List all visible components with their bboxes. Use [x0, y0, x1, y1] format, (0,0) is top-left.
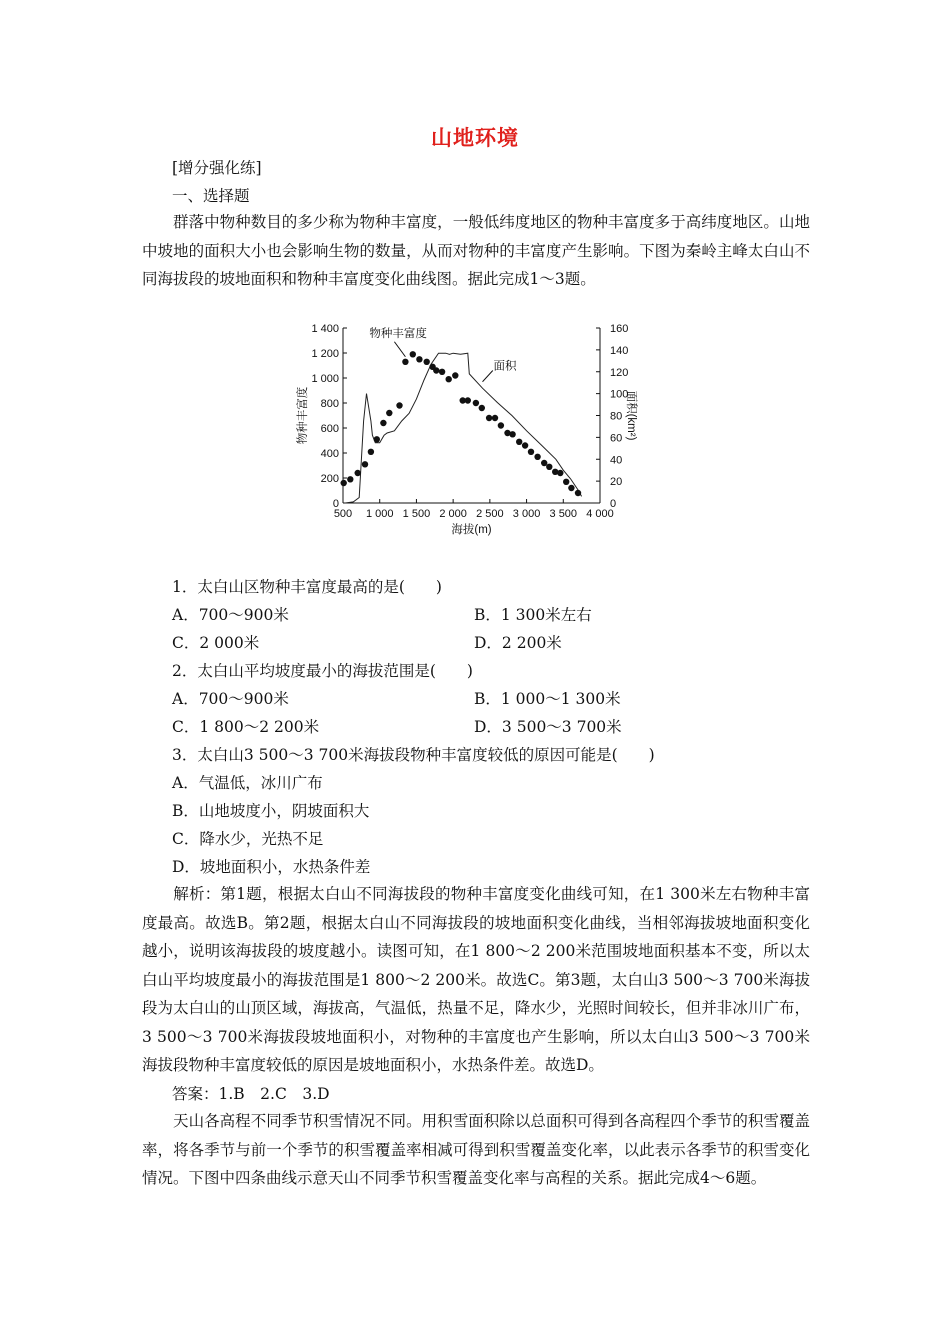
y-left-tick-label: 200 — [320, 473, 339, 485]
annotation-area: 面积 — [493, 360, 517, 373]
question-1-stem: 1．太白山区物种丰富度最高的是( ) — [172, 578, 442, 596]
y-right-axis-title: 面积(km²) — [625, 390, 637, 441]
y-left-axis-title: 物种丰富度 — [297, 386, 309, 445]
y-right-tick-label: 0 — [610, 498, 617, 510]
richness-dot — [362, 461, 368, 467]
richness-dots-group — [341, 351, 582, 496]
altitude-chart — [288, 312, 638, 548]
x-tick-label: 4 000 — [586, 508, 614, 520]
richness-dot — [473, 400, 479, 406]
y-right-tick-label: 160 — [610, 323, 629, 335]
richness-dot — [465, 397, 471, 403]
x-tick-label: 1 000 — [365, 508, 394, 520]
richness-dot — [396, 402, 402, 408]
richness-dot — [546, 464, 552, 470]
area-line — [345, 353, 581, 503]
richness-dot — [486, 415, 492, 421]
richness-dot — [568, 485, 574, 491]
y-right-tick-label: 60 — [610, 432, 623, 445]
y-right-tick-label: 100 — [610, 388, 629, 401]
intro2-paragraph — [142, 1107, 810, 1193]
x-axis-title: 海拔(m) — [451, 524, 492, 536]
richness-dot — [492, 415, 498, 421]
area-line-group — [345, 353, 581, 503]
question-3-stem: 3．太白山3 500～3 700米海拔段物种丰富度较低的原因可能是( ) — [172, 746, 655, 764]
x-tick-label: 500 — [333, 508, 353, 520]
question-2-option-d: D．3 500～3 700米 — [474, 718, 622, 736]
richness-dot — [355, 470, 361, 476]
richness-dot — [347, 476, 353, 482]
y-right-tick-label: 140 — [610, 344, 629, 357]
richness-dot — [380, 420, 386, 426]
y-left-tick-label: 800 — [320, 398, 339, 410]
richness-dot — [368, 449, 374, 455]
richness-dot — [575, 490, 581, 496]
intro2-text: 天山各高程不同季节积雪情况不同。用积雪面积除以总面积可得到各高程四个季节的积雪覆盖率，将各季节与前一个季节的积雪覆盖率相减可得到积雪覆盖变化率，以此表示各季节的积雪变化情况。下图中四条曲线示意天山不同季节积雪覆盖变化率与高程的关系。据此完成4～6题。 — [142, 1112, 810, 1187]
answer-line: 答案：1.B 2.C 3.D — [172, 1085, 330, 1103]
question-1-option-c: C．2 000米 — [172, 634, 260, 652]
richness-dot — [563, 479, 569, 485]
richness-dot — [424, 359, 430, 365]
y-left-tick-label: 1 200 — [311, 348, 339, 360]
richness-dot — [452, 372, 458, 378]
richness-dot — [386, 410, 392, 416]
annotation-richness-pointer — [394, 342, 405, 357]
richness-dot — [416, 356, 422, 362]
question-3-option-b: B．山地坡度小，阴坡面积大 — [172, 802, 370, 820]
question-2-option-c: C．1 800～2 200米 — [172, 718, 320, 736]
richness-dot — [557, 470, 563, 476]
x-tick-label: 1 500 — [402, 508, 431, 520]
y-left-tick-label: 1 000 — [311, 373, 339, 385]
intro-paragraph — [142, 208, 810, 294]
richness-dot — [522, 442, 528, 448]
y-left-tick-label: 1 400 — [311, 323, 339, 335]
richness-dot — [410, 351, 416, 357]
y-right-tick-label: 120 — [610, 366, 629, 379]
question-1-option-a: A．700～900米 — [172, 606, 289, 624]
y-left-tick-label: 400 — [320, 448, 339, 460]
richness-dot — [516, 439, 522, 445]
x-tick-label: 2 500 — [476, 508, 504, 520]
x-tick-label: 2 000 — [439, 508, 467, 520]
question-1-option-d: D．2 200米 — [474, 634, 562, 652]
question-2-stem: 2．太白山平均坡度最小的海拔范围是( ) — [172, 662, 473, 680]
question-3-option-c: C．降水少，光热不足 — [172, 830, 324, 848]
richness-dot — [509, 431, 515, 437]
chart-labels-group — [295, 323, 638, 536]
y-right-tick-label: 20 — [610, 476, 623, 489]
question-3-option-d: D．坡地面积小，水热条件差 — [172, 858, 371, 876]
richness-dot — [433, 367, 439, 373]
richness-dot — [402, 359, 408, 365]
question-2-option-a: A．700～900米 — [172, 690, 289, 708]
y-right-tick-label: 80 — [610, 410, 623, 423]
intro-text: 群落中物种数目的多少称为物种丰富度，一般低纬度地区的物种丰富度多于高纬度地区。山地中坡地的面积大小也会影响生物的数量，从而对物种的丰富度产生影响。下图为秦岭主峰太白山不同海拔段的坡地面积和物种丰富度变化曲线图。据此完成1～3题。 — [142, 213, 810, 288]
analysis-paragraph — [142, 880, 810, 1080]
richness-dot — [534, 454, 540, 460]
y-left-tick-label: 0 — [332, 498, 339, 510]
richness-dot — [541, 460, 547, 466]
y-left-tick-label: 600 — [320, 423, 339, 435]
annotation-area-pointer — [483, 371, 493, 382]
y-right-tick-label: 40 — [610, 454, 623, 467]
richness-dot — [479, 405, 485, 411]
annotation-richness: 物种丰富度 — [369, 327, 427, 340]
richness-dot — [439, 369, 445, 375]
richness-dot — [374, 436, 380, 442]
question-2-option-b: B．1 000～1 300米 — [474, 690, 621, 708]
page-title: 山地环境 — [431, 125, 519, 150]
section-tag: [增分强化练] — [172, 159, 262, 177]
x-tick-label: 3 000 — [512, 508, 541, 520]
question-1-option-b: B．1 300米左右 — [474, 606, 592, 624]
richness-dot — [446, 376, 452, 382]
question-3-option-a: A．气温低，冰川广布 — [172, 774, 323, 792]
section-heading: 一、选择题 — [172, 187, 250, 205]
chart-axes — [343, 328, 600, 503]
richness-dot — [341, 480, 347, 486]
x-tick-label: 3 500 — [549, 508, 578, 520]
richness-dot — [498, 422, 504, 428]
richness-dot — [528, 449, 534, 455]
analysis-text: 解析：第1题，根据太白山不同海拔段的物种丰富度变化曲线可知，在1 300米左右物种丰富度最高。故选B。第2题，根据太白山不同海拔段的坡地面积变化曲线，当相邻海拔坡地面积变化越小，说明该海拔段的坡度越小。读图可知，在1 800～2 200米范围坡地面积基本不变，所以太白山平均坡度最小的海拔范围是1 800～2 200米。故选C。第3题，太白山3 500～3 700米海拔段为太白山的山顶区域，海拔高，气温低，热量不足，降水少，光照时间较长，但并非冰川广布，3 500～3 700米海拔段坡地面积小，对物种的丰富度也产生影响，所以太白山3 500～3 700米海拔段物种丰富度较低的原因是坡地面积小，水热条件差。故选D。 — [142, 885, 810, 1074]
